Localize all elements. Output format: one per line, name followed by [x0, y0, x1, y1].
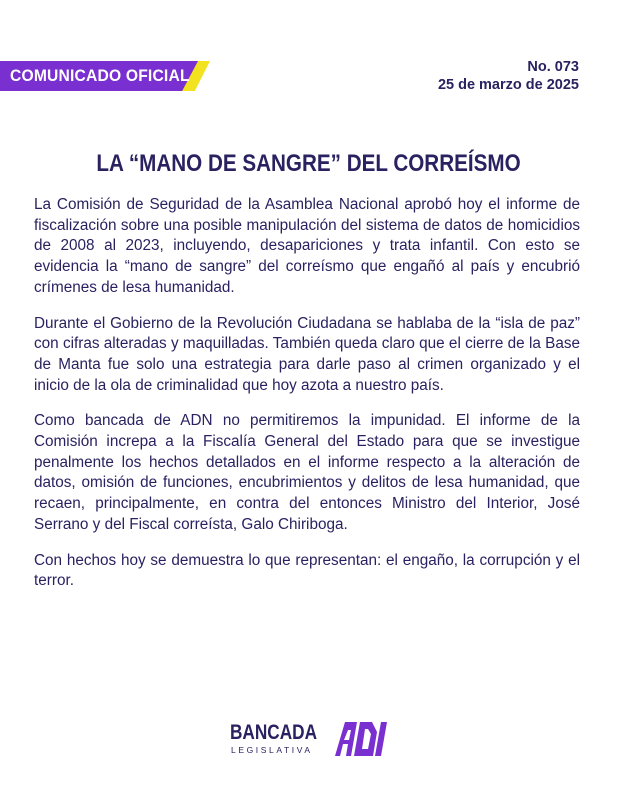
adn-logo-icon: [335, 722, 387, 756]
badge-label: COMUNICADO OFICIAL: [10, 66, 190, 85]
communique-date: 25 de marzo de 2025: [437, 77, 579, 93]
page-title: LA “MANO DE SANGRE” DEL CORREÍSMO: [96, 150, 521, 177]
logo-line-bancada: BANCADA: [230, 721, 318, 744]
logo-line-legislativa: LEGISLATIVA: [231, 745, 313, 755]
paragraph-2: Durante el Gobierno de la Revolución Ciudadana se hablaba de la “isla de paz” con cifras alteradas y maquilladas. También queda claro que el cierre de la Base de Manta fue solo una estrategia para darle paso al crimen organizado y el inicio de la ola de criminalidad que hoy azota a nuestro país.: [34, 314, 580, 394]
paragraph-1: La Comisión de Seguridad de la Asamblea Nacional aprobó hoy el informe de fiscalización sobre una posible manipulación del sistema de datos de homicidios de 2008 al 2023, incluyendo, desapariciones y trata infantil. Con esto se evidencia la “mano de sangre” del correísmo que engañó al país y encubrió crímenes de lesa humanidad.: [34, 196, 580, 296]
paragraph-4: Con hechos hoy se demuestra lo que representan: el engaño, la corrupción y el terror.: [34, 551, 580, 590]
communique-number: No. 073: [527, 59, 579, 75]
document-meta: [438, 58, 579, 94]
bancada-adn-logo: [230, 722, 390, 758]
communique-body: [34, 195, 580, 607]
paragraph-3: Como bancada de ADN no permitiremos la impunidad. El informe de la Comisión increpa a la Fiscalía General del Estado para que se investigue penalmente los hechos detallados en el informe respecto a la alteración de datos, omisión de funciones, encubrimientos y delitos de lesa humanidad, que recaen, principalmente, en contra del entonces Ministro del Interior, José Serrano y del Fiscal correísta, Galo Chiriboga.: [34, 412, 580, 533]
official-communique-badge: [0, 61, 210, 91]
